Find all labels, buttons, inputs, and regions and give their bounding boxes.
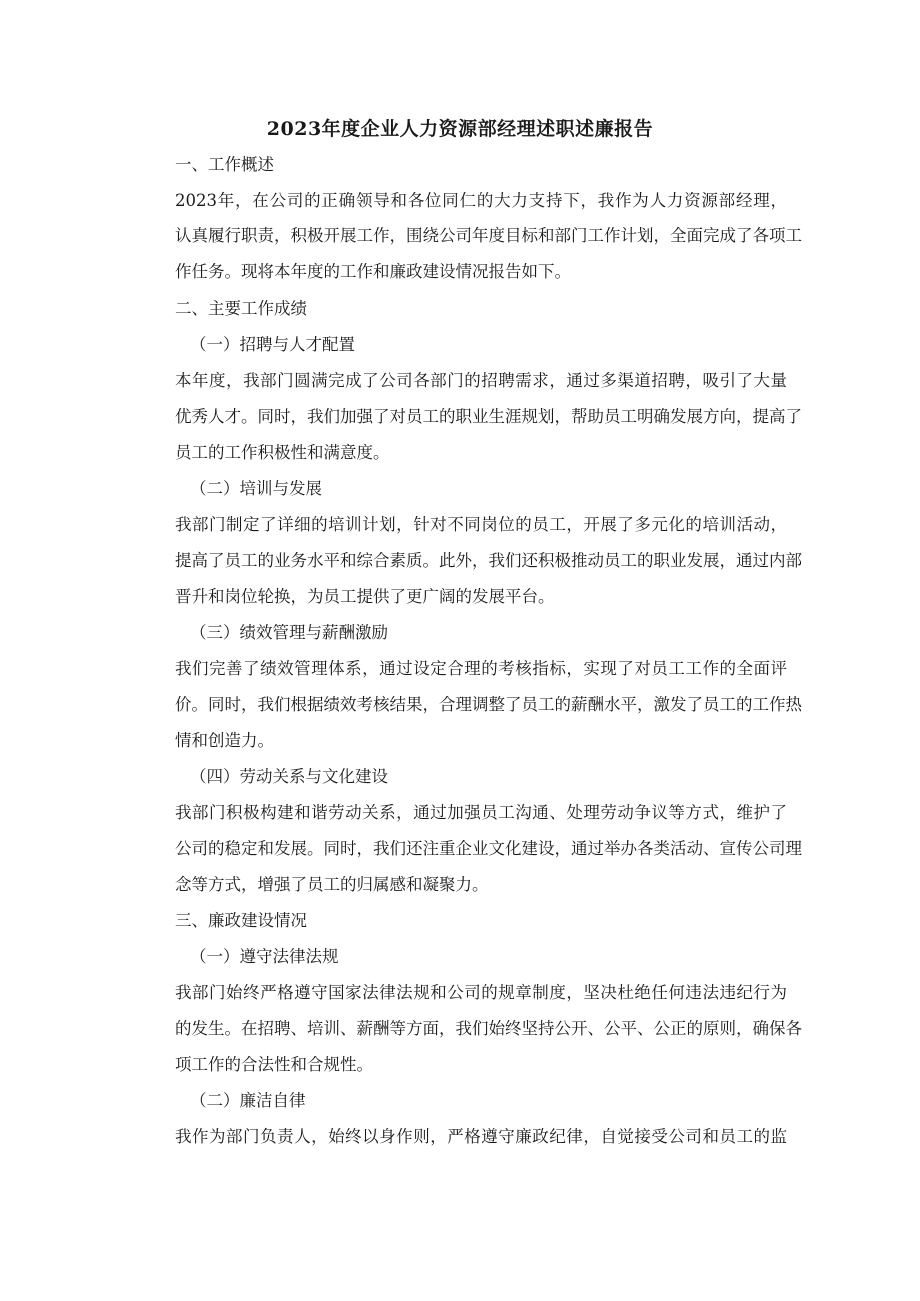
paragraph-line: 本年度，我部门圆满完成了公司各部门的招聘需求，通过多渠道招聘，吸引了大量 [175,371,787,390]
section-heading-integrity: 三、廉政建设情况 [175,911,307,930]
paragraph-line: 情和创造力。 [175,731,274,750]
subsection-heading-recruitment: （一）招聘与人才配置 [190,335,355,354]
paragraph-line: 价。同时，我们根据绩效考核结果，合理调整了员工的薪酬水平，激发了员工的工作热 [175,695,802,714]
paragraph-line: 念等方式，增强了员工的归属感和凝聚力。 [175,875,489,894]
paragraph-line: 的发生。在招聘、培训、薪酬等方面，我们始终坚持公开、公平、公正的原则，确保各 [175,1019,802,1038]
paragraph-line: 我部门始终严格遵守国家法律法规和公司的规章制度，坚决杜绝任何违法违纪行为 [175,983,787,1002]
subsection-heading-performance: （三）绩效管理与薪酬激励 [190,623,388,642]
paragraph-line: 公司的稳定和发展。同时，我们还注重企业文化建设，通过举办各类活动、宣传公司理 [175,839,802,858]
paragraph-line: 我们完善了绩效管理体系，通过设定合理的考核指标，实现了对员工工作的全面评 [175,659,787,678]
paragraph-line: 提高了员工的业务水平和综合素质。此外，我们还积极推动员工的职业发展，通过内部 [175,551,802,570]
paragraph-line: 我作为部门负责人，始终以身作则，严格遵守廉政纪律，自觉接受公司和员工的监 [175,1127,787,1146]
document-title: 2023年度企业人力资源部经理述职述廉报告 [266,118,654,140]
paragraph-line: 项工作的合法性和合规性。 [175,1055,373,1074]
section-heading-achievements: 二、主要工作成绩 [175,299,307,318]
paragraph-line: 我部门制定了详细的培训计划，针对不同岗位的员工，开展了多元化的培训活动， [175,515,787,534]
subsection-heading-training: （二）培训与发展 [190,479,322,498]
subsection-heading-labor-relations: （四）劳动关系与文化建设 [190,767,388,786]
paragraph-line: 作任务。现将本年度的工作和廉政建设情况报告如下。 [175,262,571,281]
subsection-heading-law-compliance: （一）遵守法律法规 [190,947,339,966]
subsection-heading-self-discipline: （二）廉洁自律 [190,1091,306,1110]
paragraph-line: 2023年，在公司的正确领导和各位同仁的大力支持下，我作为人力资源部经理， [175,191,787,210]
paragraph-line: 晋升和岗位轮换，为员工提供了更广阔的发展平台。 [175,587,555,606]
paragraph-line: 优秀人才。同时，我们加强了对员工的职业生涯规划，帮助员工明确发展方向，提高了 [175,407,802,426]
section-heading-overview: 一、工作概述 [175,155,274,174]
paragraph-line: 认真履行职责，积极开展工作，围绕公司年度目标和部门工作计划，全面完成了各项工 [175,226,802,245]
paragraph-line: 我部门积极构建和谐劳动关系，通过加强员工沟通、处理劳动争议等方式，维护了 [175,803,787,822]
paragraph-line: 员工的工作积极性和满意度。 [175,443,390,462]
